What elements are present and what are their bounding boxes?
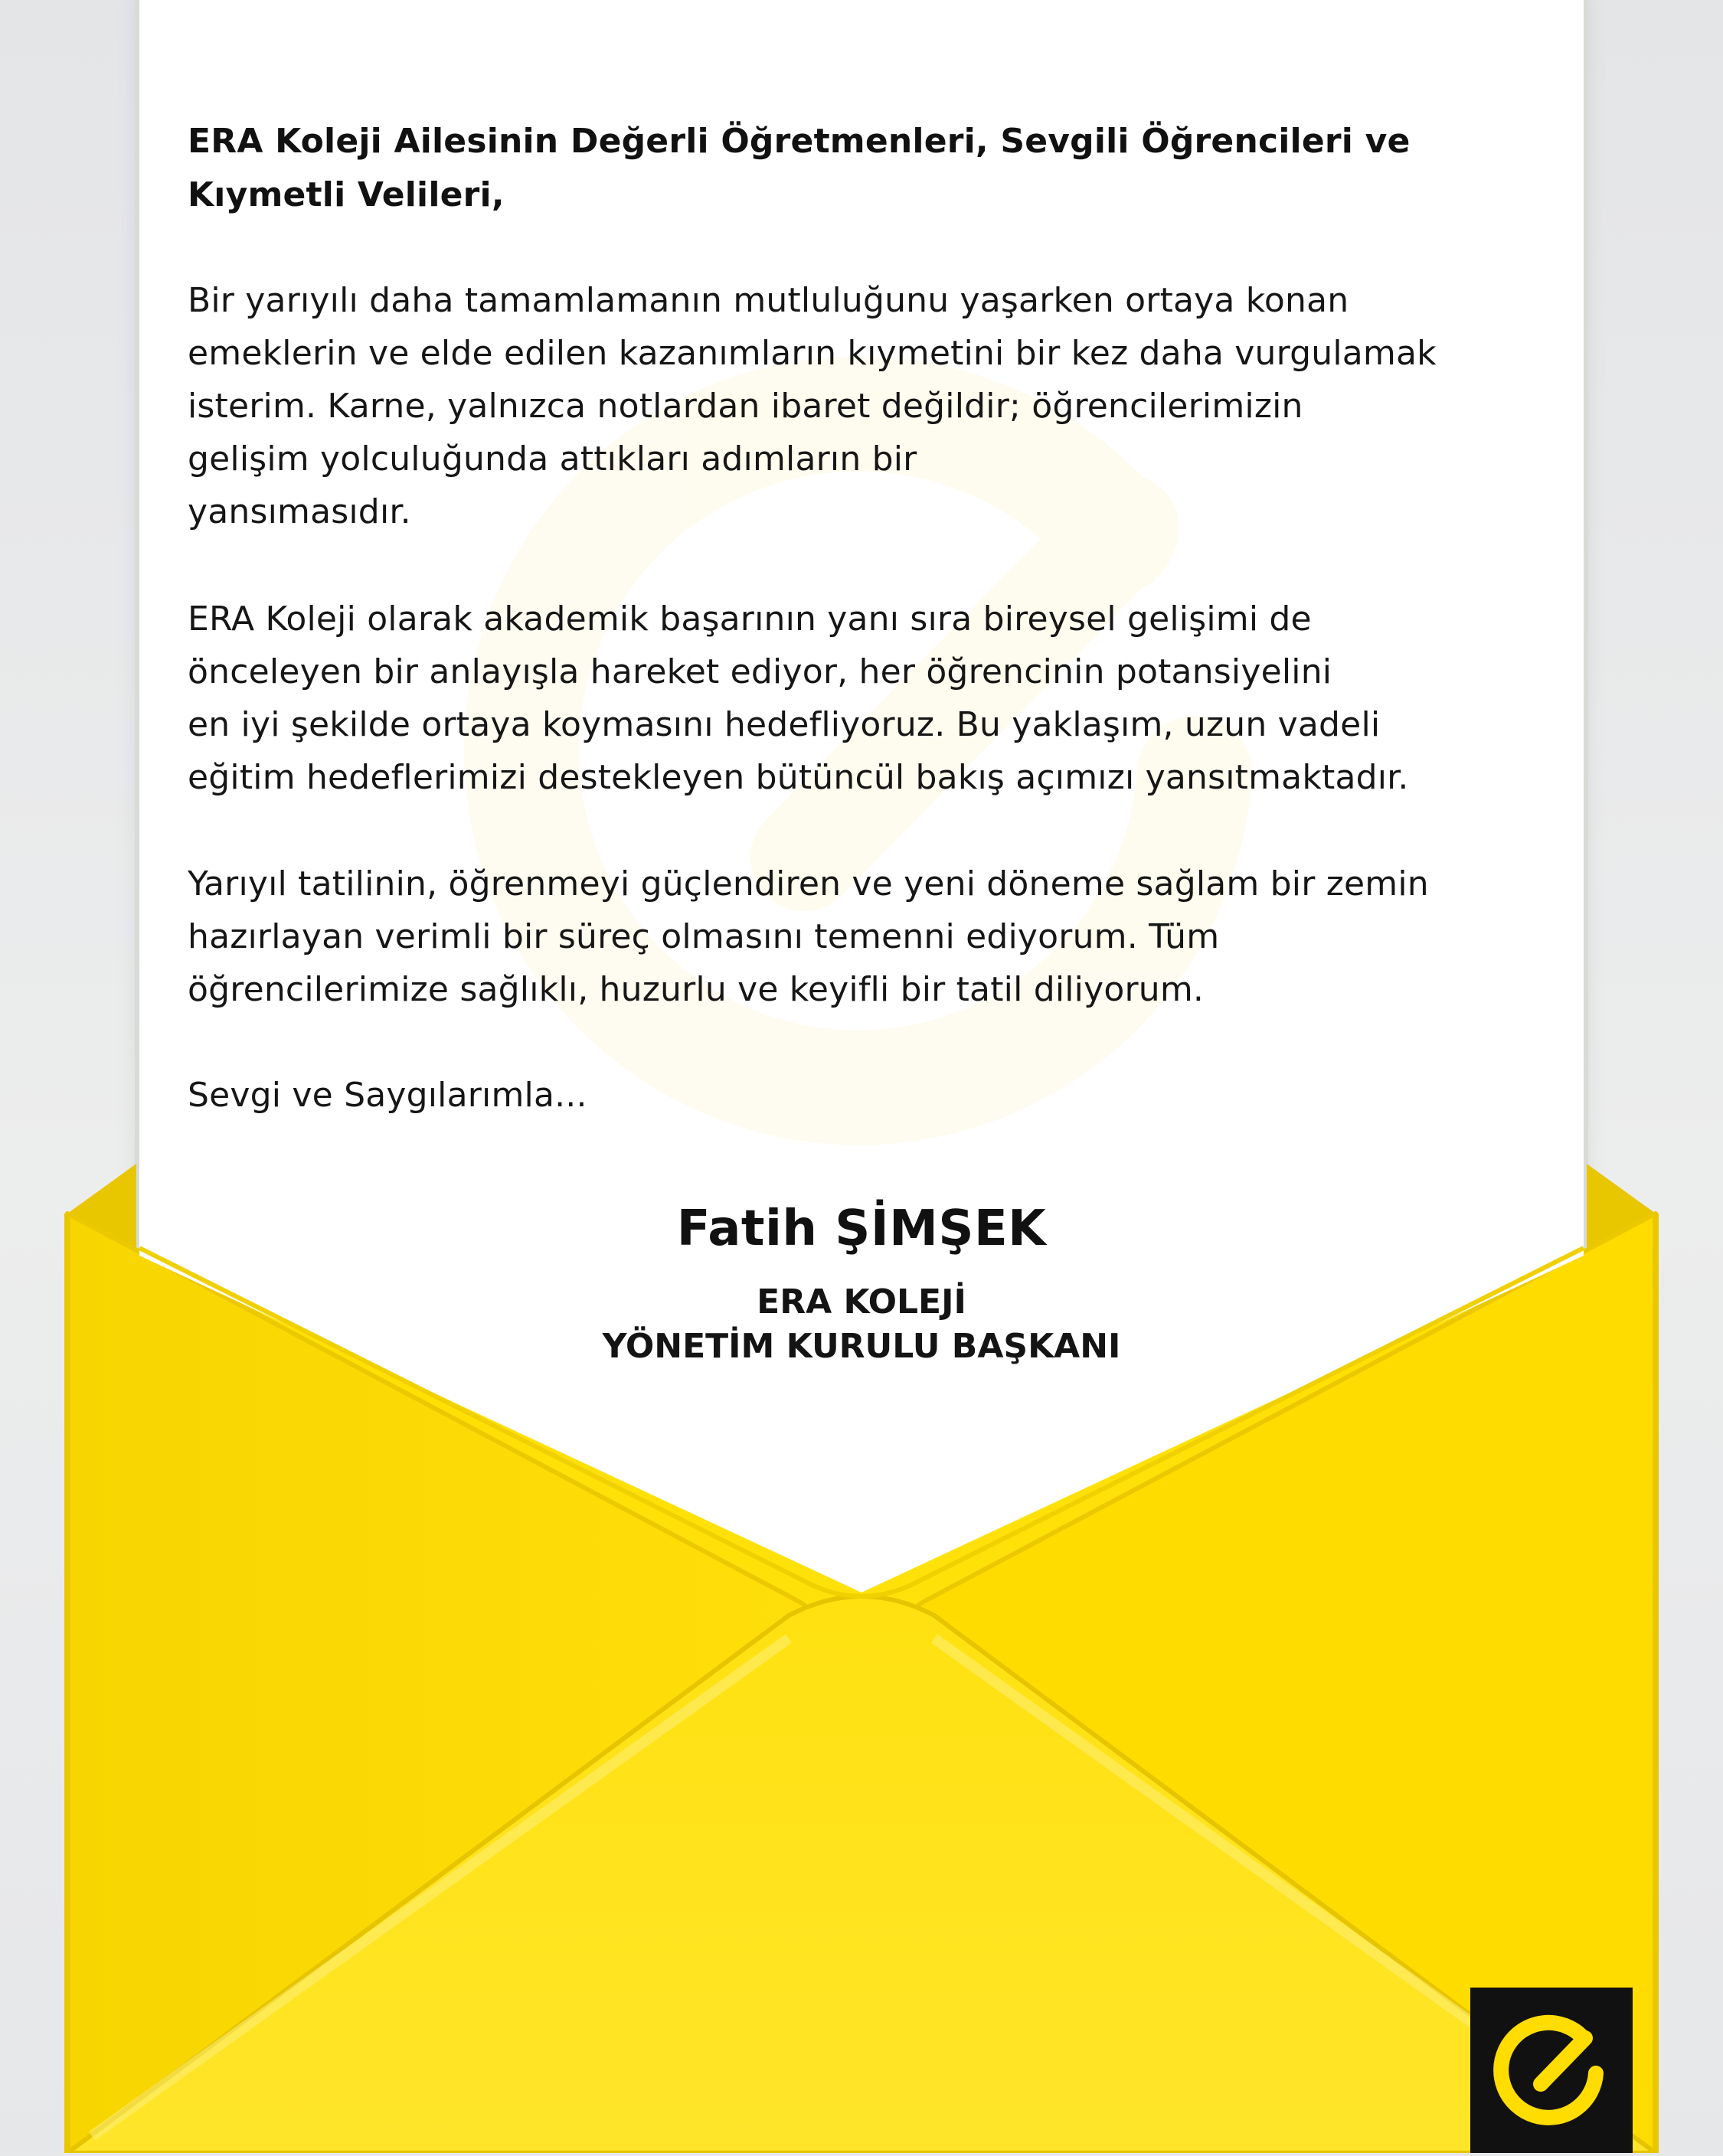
paragraph-line: öğrencilerimize sağlıklı, huzurlu ve keyifli bir tatil diliyorum. <box>188 970 1205 1009</box>
era-logo-icon <box>1470 1988 1633 2153</box>
greeting-line: Kıymetli Velileri, <box>188 175 505 214</box>
letter-closing: Sevgi ve Saygılarımla... <box>188 1076 587 1115</box>
paragraph-line: eğitim hedeflerimizi destekleyen bütüncül bakış açımızı yansıtmaktadır. <box>188 758 1409 797</box>
paragraph-line: en iyi şekilde ortaya koymasını hedefliyoruz. Bu yaklaşım, uzun vadeli <box>188 705 1381 744</box>
paragraph-line: önceleyen bir anlayışla hareket ediyor, her öğrencinin potansiyelini <box>188 652 1332 691</box>
signature-block <box>0 1280 1723 1369</box>
era-logo-badge <box>1470 1988 1633 2153</box>
paragraph-line: yansımasıdır. <box>188 492 411 531</box>
signature-name: Fatih ŞİMŞEK <box>676 1200 1047 1257</box>
paragraph-line: emeklerin ve elde edilen kazanımların kıymetini bir kez daha vurgulamak <box>188 334 1437 373</box>
paragraph-line: ERA Koleji olarak akademik başarının yanı sıra bireysel gelişimi de <box>188 599 1312 639</box>
paragraph-line: gelişim yolculuğunda attıkları adımların bir <box>188 439 917 479</box>
paragraph-line: hazırlayan verimli bir süreç olmasını temenni ediyorum. Tüm <box>188 917 1220 956</box>
signature-org: ERA KOLEJİ <box>757 1282 966 1321</box>
paragraph-line: Yarıyıl tatilinin, öğrenmeyi güçlendiren ve yeni döneme sağlam bir zemin <box>188 864 1429 903</box>
signature-title: YÖNETİM KURULU BAŞKANI <box>602 1327 1121 1366</box>
greeting-line: ERA Koleji Ailesinin Değerli Öğretmenleri, Sevgili Öğrencileri ve <box>188 122 1411 161</box>
paragraph-line: isterim. Karne, yalnızca notlardan ibaret değildir; öğrencilerimizin <box>188 387 1303 426</box>
paragraph-line: Bir yarıyılı daha tamamlamanın mutluluğunu yaşarken ortaya konan <box>188 281 1349 320</box>
